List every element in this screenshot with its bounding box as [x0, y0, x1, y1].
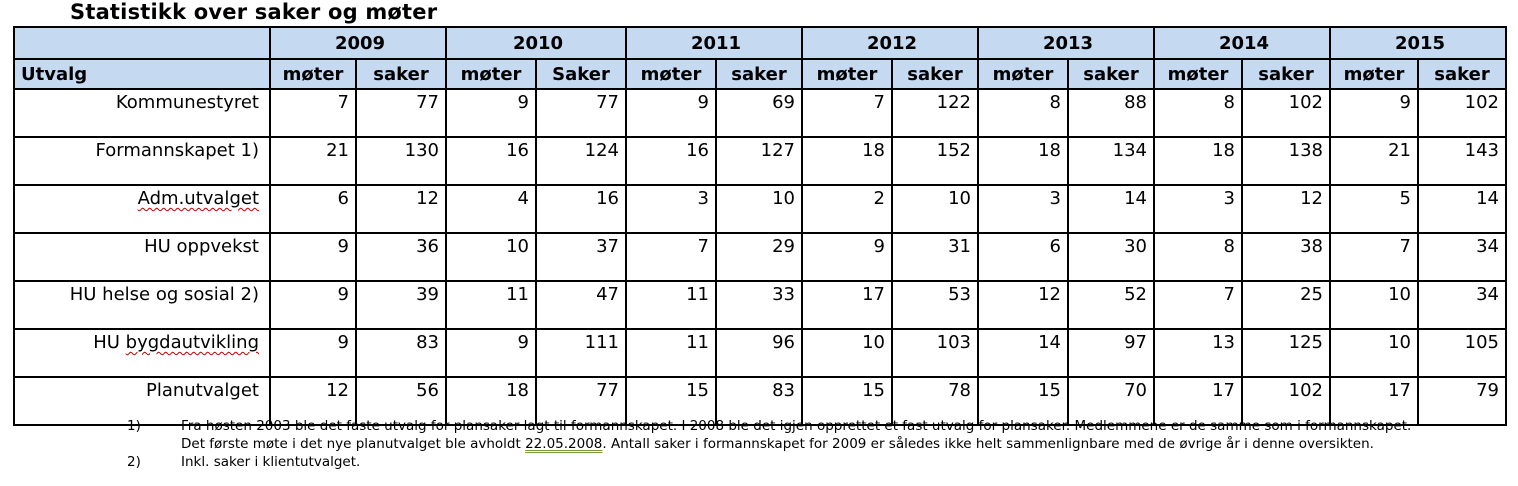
table-cell: 34	[1418, 233, 1506, 281]
row-label: Formannskapet 1)	[14, 137, 270, 185]
table-cell: 4	[446, 185, 536, 233]
table-cell: 6	[978, 233, 1068, 281]
table-cell: 14	[1418, 185, 1506, 233]
table-cell: 9	[270, 329, 356, 377]
table-cell: 14	[1068, 185, 1154, 233]
table-cell: 15	[626, 377, 716, 425]
table-cell: 103	[892, 329, 978, 377]
table-cell: 3	[1154, 185, 1242, 233]
table-cell: 111	[536, 329, 626, 377]
table-cell: 124	[536, 137, 626, 185]
table-cell: 83	[356, 329, 446, 377]
table-cell: 16	[536, 185, 626, 233]
column-header: saker	[1068, 59, 1154, 89]
table-row	[14, 281, 1506, 329]
table-cell: 8	[1154, 233, 1242, 281]
table-cell: 16	[446, 137, 536, 185]
table-cell: 88	[1068, 89, 1154, 137]
page-title: Statistikk over saker og møter	[70, 0, 438, 24]
table-cell: 97	[1068, 329, 1154, 377]
table-row	[14, 233, 1506, 281]
table-cell: 77	[536, 89, 626, 137]
table-cell: 37	[536, 233, 626, 281]
column-header: saker	[1418, 59, 1506, 89]
table-cell: 47	[536, 281, 626, 329]
table-cell: 11	[626, 281, 716, 329]
column-header: møter	[802, 59, 892, 89]
table-row	[14, 137, 1506, 185]
year-header: 2015	[1330, 27, 1506, 59]
footnote-1	[127, 418, 1421, 453]
statistics-table	[13, 26, 1507, 426]
footnote-text-part: Fra høsten 2003 ble det faste utvalg for plansaker lagt til formannskapet. I 2008 ble det igjen opprettet et fast utvalg for plansaker. Medlemmene er de samme som i formannskapet. Det første møte i det nye planutvalget ble avholdt	[181, 418, 1412, 452]
corner-cell	[14, 27, 270, 59]
spellcheck-underline: Adm.utvalget	[137, 188, 259, 209]
footnote-2	[127, 454, 1421, 472]
table-cell: 17	[1154, 377, 1242, 425]
table-cell: 29	[716, 233, 802, 281]
table-cell: 96	[716, 329, 802, 377]
table-cell: 10	[892, 185, 978, 233]
table-cell: 70	[1068, 377, 1154, 425]
table-cell: 102	[1418, 89, 1506, 137]
column-header: møter	[270, 59, 356, 89]
table-cell: 12	[978, 281, 1068, 329]
table-row	[14, 89, 1506, 137]
table-cell: 2	[802, 185, 892, 233]
table-cell: 30	[1068, 233, 1154, 281]
table-cell: 10	[1330, 281, 1418, 329]
table-cell: 18	[802, 137, 892, 185]
table-row	[14, 329, 1506, 377]
table-row	[14, 185, 1506, 233]
table-cell: 7	[626, 233, 716, 281]
table-cell: 34	[1418, 281, 1506, 329]
footnote-number: 1)	[127, 418, 141, 434]
table-cell: 10	[802, 329, 892, 377]
table-cell: 31	[892, 233, 978, 281]
table-cell: 17	[802, 281, 892, 329]
footnote-date: 22.05.2008	[525, 435, 603, 452]
column-header: møter	[1154, 59, 1242, 89]
table-cell: 21	[270, 137, 356, 185]
table-cell: 9	[802, 233, 892, 281]
table-cell: 9	[270, 233, 356, 281]
table-cell: 7	[1154, 281, 1242, 329]
table-cell: 18	[1154, 137, 1242, 185]
row-label: Kommunestyret	[14, 89, 270, 137]
footnote-number: 2)	[127, 454, 141, 470]
table-cell: 38	[1242, 233, 1330, 281]
table-cell: 122	[892, 89, 978, 137]
column-header: møter	[446, 59, 536, 89]
table-cell: 125	[1242, 329, 1330, 377]
row-header-label: Utvalg	[14, 59, 270, 89]
table-cell: 3	[978, 185, 1068, 233]
table-cell: 9	[446, 89, 536, 137]
table-cell: 5	[1330, 185, 1418, 233]
table-cell: 36	[356, 233, 446, 281]
table-cell: 17	[1330, 377, 1418, 425]
table-cell: 11	[626, 329, 716, 377]
year-header: 2014	[1154, 27, 1330, 59]
table-cell: 102	[1242, 377, 1330, 425]
table-cell: 10	[446, 233, 536, 281]
table-cell: 7	[1330, 233, 1418, 281]
table-cell: 33	[716, 281, 802, 329]
table-cell: 39	[356, 281, 446, 329]
table-cell: 9	[1330, 89, 1418, 137]
column-header-row	[14, 59, 1506, 89]
table-cell: 79	[1418, 377, 1506, 425]
column-header: møter	[626, 59, 716, 89]
table-cell: 105	[1418, 329, 1506, 377]
table-cell: 102	[1242, 89, 1330, 137]
year-header: 2012	[802, 27, 978, 59]
row-label: HU oppvekst	[14, 233, 270, 281]
table-cell: 15	[978, 377, 1068, 425]
column-header: saker	[1242, 59, 1330, 89]
table-cell: 16	[626, 137, 716, 185]
year-header: 2009	[270, 27, 446, 59]
table-cell: 15	[802, 377, 892, 425]
table-cell: 12	[356, 185, 446, 233]
row-label	[14, 185, 270, 233]
row-label: Planutvalget	[14, 377, 270, 425]
table-cell: 10	[716, 185, 802, 233]
table-cell: 14	[978, 329, 1068, 377]
table-cell: 9	[270, 281, 356, 329]
table-cell: 9	[446, 329, 536, 377]
table-cell: 13	[1154, 329, 1242, 377]
column-header: Saker	[536, 59, 626, 89]
row-label: HU bygdautvikling	[14, 329, 270, 377]
table-cell: 6	[270, 185, 356, 233]
table-cell: 69	[716, 89, 802, 137]
table-cell: 18	[978, 137, 1068, 185]
table-cell: 77	[356, 89, 446, 137]
spellcheck-underline: bygdautvikling	[125, 332, 259, 353]
year-header: 2013	[978, 27, 1154, 59]
footnote-text-part: . Antall saker i formannskapet for 2009 er således ikke helt sammenlignbare med de øvrige år i denne oversikten.	[602, 435, 1374, 452]
table-cell: 10	[1330, 329, 1418, 377]
year-header: 2010	[446, 27, 626, 59]
row-label: HU helse og sosial 2)	[14, 281, 270, 329]
table-cell: 143	[1418, 137, 1506, 185]
table-cell: 12	[1242, 185, 1330, 233]
column-header: møter	[1330, 59, 1418, 89]
table-cell: 12	[270, 377, 356, 425]
table-cell: 11	[446, 281, 536, 329]
table-cell: 8	[978, 89, 1068, 137]
column-header: møter	[978, 59, 1068, 89]
table-cell: 9	[626, 89, 716, 137]
table-cell: 78	[892, 377, 978, 425]
table-cell: 21	[1330, 137, 1418, 185]
table-cell: 138	[1242, 137, 1330, 185]
table-cell: 83	[716, 377, 802, 425]
table-cell: 77	[536, 377, 626, 425]
table-cell: 53	[892, 281, 978, 329]
table-cell: 25	[1242, 281, 1330, 329]
table-cell: 127	[716, 137, 802, 185]
footnote-text: Inkl. saker i klientutvalget.	[181, 454, 361, 470]
table-cell: 134	[1068, 137, 1154, 185]
table-cell: 7	[802, 89, 892, 137]
footnotes	[127, 418, 1421, 472]
footnote-text	[181, 418, 1421, 453]
table-cell: 8	[1154, 89, 1242, 137]
table-cell: 130	[356, 137, 446, 185]
table-cell: 7	[270, 89, 356, 137]
table-cell: 152	[892, 137, 978, 185]
column-header: saker	[356, 59, 446, 89]
table-cell: 3	[626, 185, 716, 233]
table-cell: 56	[356, 377, 446, 425]
table-cell: 52	[1068, 281, 1154, 329]
year-header-row	[14, 27, 1506, 59]
column-header: saker	[716, 59, 802, 89]
column-header: saker	[892, 59, 978, 89]
year-header: 2011	[626, 27, 802, 59]
table-cell: 18	[446, 377, 536, 425]
